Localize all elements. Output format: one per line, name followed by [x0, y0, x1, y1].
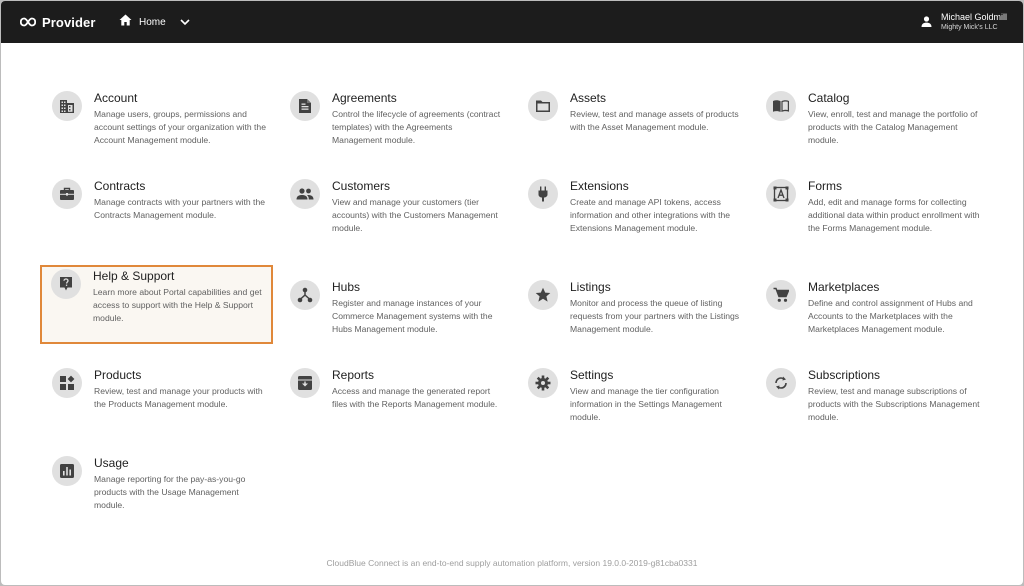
module-description: Create and manage API tokens, access information and other integrations with the Extensions Management module.	[570, 197, 731, 233]
help-icon	[51, 269, 81, 299]
module-agreements[interactable]	[279, 87, 513, 167]
module-description: View and manage the tier configuration information in the Settings Management module.	[570, 386, 722, 422]
module-description: Register and manage instances of your Commerce Management systems with the Hubs Management module.	[332, 298, 493, 334]
module-help-support[interactable]	[40, 265, 273, 344]
module-description: Access and manage the generated report files with the Reports Management module.	[332, 386, 498, 409]
module-customers[interactable]	[279, 175, 513, 255]
user-company: Mighty Mick's LLC	[940, 24, 998, 31]
home-icon	[119, 13, 132, 31]
module-title: Account	[94, 91, 138, 105]
hub-icon	[290, 280, 320, 310]
module-title: Extensions	[570, 179, 629, 193]
module-title: Usage	[94, 456, 129, 470]
module-title: Customers	[332, 179, 391, 193]
archive-icon	[290, 368, 320, 398]
module-description: Define and control assignment of Hubs and Accounts to the Marketplaces with the Marketplaces Management module.	[808, 298, 973, 334]
module-description: Review, test and manage your products with the Products Management module.	[94, 386, 263, 409]
module-assets[interactable]	[517, 87, 751, 167]
module-description: Review, test and manage subscriptions of products with the Subscriptions Management module.	[808, 386, 980, 422]
module-title: Hubs	[332, 280, 361, 294]
module-description: Learn more about Portal capabilities and get access to support with the Help & Support module.	[93, 287, 262, 323]
module-title: Subscriptions	[808, 368, 881, 382]
module-hubs[interactable]	[279, 276, 513, 356]
infinity-logo-icon	[20, 17, 36, 27]
module-usage[interactable]	[41, 452, 275, 532]
module-title: Listings	[570, 280, 611, 294]
chevron-down-icon	[180, 13, 190, 31]
module-contracts[interactable]	[41, 175, 275, 255]
footer-version-text: CloudBlue Connect is an end-to-end supply automation platform, version 19.0.0-2019-g81cba0331	[326, 558, 698, 568]
module-description: Manage reporting for the pay-as-you-go products with the Usage Management module.	[94, 474, 246, 510]
home-nav-dropdown[interactable]	[119, 14, 190, 30]
module-forms[interactable]	[755, 175, 989, 255]
widgets-icon	[52, 368, 82, 398]
module-description: Monitor and process the queue of listing requests from your partners with the Listings Management module.	[570, 298, 740, 334]
module-title: Forms	[808, 179, 842, 193]
module-title: Contracts	[94, 179, 146, 193]
brand-name: Provider	[42, 14, 96, 30]
cart-icon	[766, 280, 796, 310]
module-listings[interactable]	[517, 276, 751, 356]
chart-icon	[52, 456, 82, 486]
module-title: Products	[94, 368, 142, 382]
top-bar	[1, 1, 1023, 43]
module-title: Settings	[570, 368, 614, 382]
star-icon	[528, 280, 558, 310]
home-label: Home	[139, 16, 166, 28]
module-title: Reports	[332, 368, 375, 382]
module-description: Add, edit and manage forms for collecting additional data within product enrollment with the Forms Management module.	[808, 197, 980, 233]
module-title: Agreements	[332, 91, 397, 105]
module-description: View and manage your customers (tier accounts) with the Customers Management module.	[332, 197, 498, 233]
gear-icon	[528, 368, 558, 398]
user-name: Michael Goldmill	[940, 12, 1007, 22]
building-icon	[52, 91, 82, 121]
module-description: View, enroll, test and manage the portfolio of products with the Catalog Management module.	[808, 109, 978, 145]
module-marketplaces[interactable]	[755, 276, 989, 356]
module-description: Manage users, groups, permissions and account settings of your organization with the Account Management module.	[94, 109, 266, 145]
module-products[interactable]	[41, 364, 275, 444]
module-reports[interactable]	[279, 364, 513, 444]
app-window	[1, 1, 1023, 585]
form-icon	[766, 179, 796, 209]
people-icon	[290, 179, 320, 209]
brand[interactable]	[20, 14, 96, 30]
module-title: Assets	[570, 91, 607, 105]
module-extensions[interactable]	[517, 175, 751, 255]
sync-icon	[766, 368, 796, 398]
module-title: Marketplaces	[808, 280, 880, 294]
module-title: Help & Support	[93, 269, 175, 283]
module-description: Manage contracts with your partners with the Contracts Management module.	[94, 197, 266, 220]
document-icon	[290, 91, 320, 121]
module-title: Catalog	[808, 91, 850, 105]
briefcase-icon	[52, 179, 82, 209]
user-menu[interactable]	[921, 12, 1007, 33]
module-description: Control the lifecycle of agreements (contract templates) with the Agreements Management module.	[332, 109, 501, 145]
module-subscriptions[interactable]	[755, 364, 989, 444]
person-icon	[921, 14, 932, 32]
module-description: Review, test and manage assets of products with the Asset Management module.	[570, 109, 739, 132]
module-catalog[interactable]	[755, 87, 989, 167]
plug-icon	[528, 179, 558, 209]
module-account[interactable]	[41, 87, 275, 167]
folder-icon	[528, 91, 558, 121]
module-settings[interactable]	[517, 364, 751, 444]
book-icon	[766, 91, 796, 121]
